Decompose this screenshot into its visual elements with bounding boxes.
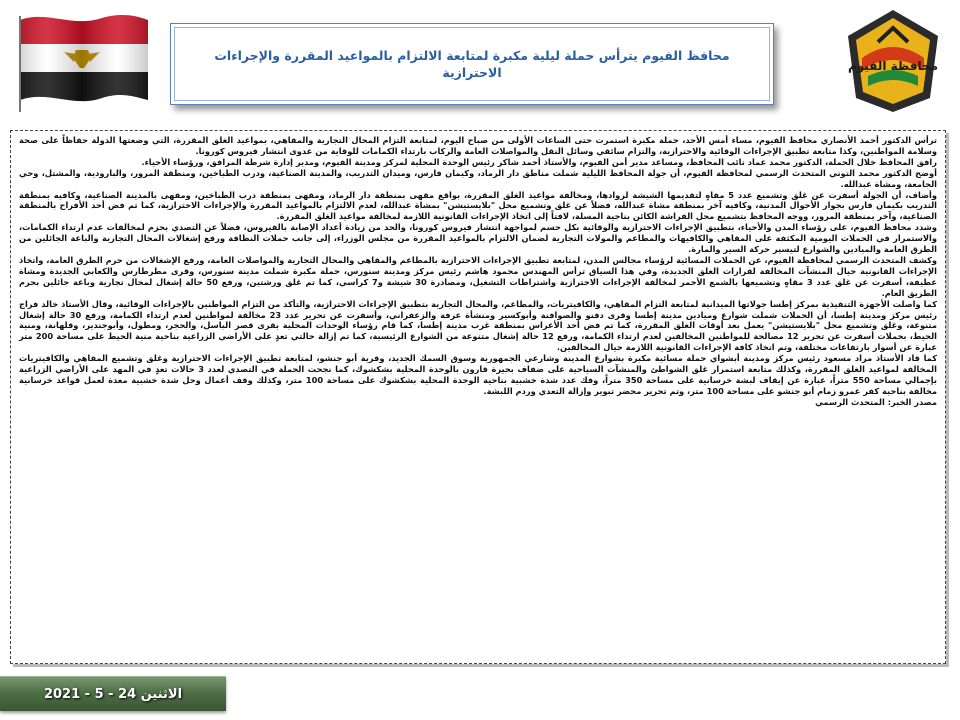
article-paragraph: أوضح الدكتور محمد التوني المتحدث الرسمي لمحافظة الفيوم، أن جولة المحافظ الليلية شملت مناطق دار الرماد، وكيمان فارس، وميدان التدريب، والمدينة الصناعية، ودرب الطباخين، ومنطقة المرور، والبارودية، والمشتل، وحي الجامعة، ومشاة عبدالله. — [19, 167, 937, 189]
date-text: الاثنين 24 - 5 - 2021 — [43, 686, 183, 702]
fayoum-governorate-logo — [838, 6, 948, 116]
article-paragraph: كما قاد الأستاذ مراد مسعود رئيس مركز ومدينة أبشواي حملة مسائية مكبرة بشوارع المدينة وشارعي الجمهورية وسوق السمك الجديد، وقرية أبو جنشو، لمتابعة تطبيق الإجراءات الاحترازية وغلق وتشميع المقاهي والكافيتريات المخالفة لمواعيد الغلق المقررة، وكذلك متابعة استمرار غلق الشواطئ والمنشآت السياحية على ضفاف بحيرة قارون بالوحدة المحلية بشكشوك، كما نجحت الحملة في التصدي لعدد 3 حالات تعدٍ في المهد على الأراضي الزراعية بإجمالي مساحة 550 متراً، عبارة عن إيقاف لبشة خرسانية على مساحة 350 متراً، وفك عدد شدة خشبية بناحية الوحدة المحلية بشكشوك على مساحة 100 متر، وكذلك وقف أعمال وحل شدة خشبية معدة لعمل قواعد خرسانية مخالفة بناحية كفر عمرو زمام أبو جنشو على مساحة 100 متر، وتم تحرير محضر تبوير وإزالة التعدي وردم اللبشة. — [19, 353, 937, 396]
news-source: مصدر الخبر: المتحدث الرسمي — [815, 396, 937, 407]
article-paragraph: كما واصلت الأجهزة التنفيذية بمركز إطسا جولاتها الميدانية لمتابعة التزام المقاهي، والكافيتريات، والمطاعم، والمحال التجارية بتطبيق الإجراءات الاحترازية، والتأكد من التزام المواطنين بالإجراءات الوقائية، وقال الأستاذ خالد فراج رئيس مركز ومدينة إطسا، أن الحملات شملت شوارع وميادين مدينة إطسا وقرى دفنو والصوافنة وأبوكسير ومنشأة عرفة والزعفراني، وأسفرت عن تحرير عدد 23 مخالفة لمواطنين لعدم ارتداء الكمامة، ورفع 30 حالة إشغال متنوعة، وغلق وتشميع محل "بلايستيشن" يعمل بعد أوقات الغلق المقررة، كما تم فض أحد الأعراس بمنطقة غرب مدينة إطسا، كما قام رؤساء الوحدات المحلية بقرى قصر الباسل، والحجر، ومطول، وأبوجندير، وقلهانة، ومنية الحيط، بحملات أسفرت عن تحرير 12 مصالحة للمواطنين المخالفين لعدم ارتداء الكمامة، ورفع 12 حالة إشغال متنوعة من الشوارع الرئيسية، كما تم إزالة حالتي تعدٍ على الأراضي الزراعية بناحية منية الحيط على مساحة 200 متر عبارة عن أسوار بارتفاعات مختلفة، وتم اتخاذ كافة الإجراءات القانونية اللازمة حيال المخالفين. — [19, 298, 937, 353]
article-paragraph: رافق المحافظ خلال الحملة، الدكتور محمد عماد نائب المحافظ، ومساعد مدير أمن الفيوم، والأستاذ أحمد شاكر رئيس الوحدة المحلية لمركز ومدينة الفيوم، ومدير إدارة شرطة المرافق، ورؤساء الأحياء. — [141, 156, 937, 167]
page-title: محافظ الفيوم يترأس حملة ليلية مكبرة لمتابعة الالتزام بالمواعيد المقررة والإجراءات الاحترازية — [214, 47, 730, 80]
egypt-flag-icon — [12, 6, 152, 116]
article-paragraph: وأضاف، أن الجولة أسفرت عن غلق وتشميع عدد 5 مقاهٍ لتقديمها الشيشة لروادها، ومخالفة مواعيد الغلق المقررة، بواقع مقهى بمنطقة دار الرماد، ومقهى بمنطقة درب الطباخين، ومقهى بالمدينة الصناعية، وكافيه بمنطقة التدريب بكيمان فارس بجوار الأحوال المدنية، وكافيه آخر بمنطقة مشاة عبدالله، فضلاً عن غلق وتشميع محل "بلايستيشن" بمشاة عبدالله، لعدم الالتزام بالمواعيد المقررة والإجراءات الاحترازية، كما تم فض أحد الأفراح بالمنطقة الصناعية، وآخر بمنطقة المرور، ووجه المحافظ بتشميع محل الفراشة الكائن بناحية المسلة، لافتاً إلى اتخاذ الإجراءات القانونية اللازمة لمخالفة مواعيد الغلق المقررة. — [19, 189, 937, 222]
logo-text: محافظة الفيوم — [847, 59, 939, 73]
title-box — [170, 23, 774, 105]
article-paragraph: ترأس الدكتور أحمد الأنصاري محافظ الفيوم، مساء أمس الأحد، حملة مكبرة استمرت حتى الساعات الأولى من صباح اليوم، لمتابعة التزام المحال التجارية والمقاهي، بمواعيد الغلق المقررة، التي وضعتها الدولة حفاظاً على صحة وسلامة المواطنين، وكذا متابعة تطبيق الإجراءات الوقائية والاحترازية، والتزام سائقي وسائل النقل والمواصلات العامة والركاب بارتداء الكمامات للوقاية من عدوى انتشار فيروس كورونا. — [19, 135, 937, 156]
article-paragraph: وكشف المتحدث الرسمي لمحافظة الفيوم، عن الحملات المسائية لرؤساء مجالس المدن، لمتابعة تطبيق الإجراءات الاحترازية بالمطاعم والمقاهي والمحال التجارية والمواصلات العامة، ورفع الإشغالات من حرم الطرق العامة، واتخاذ الإجراءات القانونية حيال المنشآت المخالفة لقرارات الغلق الجديدة، وفي هذا السياق ترأس المهندس محمود هاشم رئيس مركز ومدينة سنورس، حملة مكبرة شملت مدينة سنورس، وقرى مطرطارس والكعابي الجديدة ومشاة عطيفة، أسفرت عن غلق عدد 3 مقاهٍ وتشميعها بالشمع الأحمر لمخالفة الإجراءات الاحترازية واشتراطات التشغيل، ومصادرة 30 شيشة و7 كراسي، كما تم غلق ورشتين، ورفع 50 حالة إشغال لمحال تجارية وباعة جائلين بحرم الطريق العام. — [19, 254, 937, 298]
article-box — [10, 130, 946, 664]
date-badge — [0, 676, 226, 711]
article-paragraph: وشدد محافظ الفيوم، على رؤساء المدن والأحياء، بتطبيق الإجراءات الاحترازية والوقائية بكل حسم لمواجهة انتشار فيروس كورونا، والحد من زيادة أعداد الإصابة بالفيروس، فضلاً عن التصدي بحزم لمخالفات عدم ارتداء الكمامات، والاستمرار في الحملات اليومية المكثفة على المقاهي والكافيهات والمطاعم والمولات التجارية لضمان الالتزام بالمواعيد المقررة من مجلس الوزراء، إلى جانب حملات النظافة ورفع إشغالات المحال التجارية والباعة الجائلين من الطرق العامة والميادين والشوارع لتيسير حركة السير والمارة. — [19, 222, 937, 255]
article-body — [11, 131, 945, 410]
